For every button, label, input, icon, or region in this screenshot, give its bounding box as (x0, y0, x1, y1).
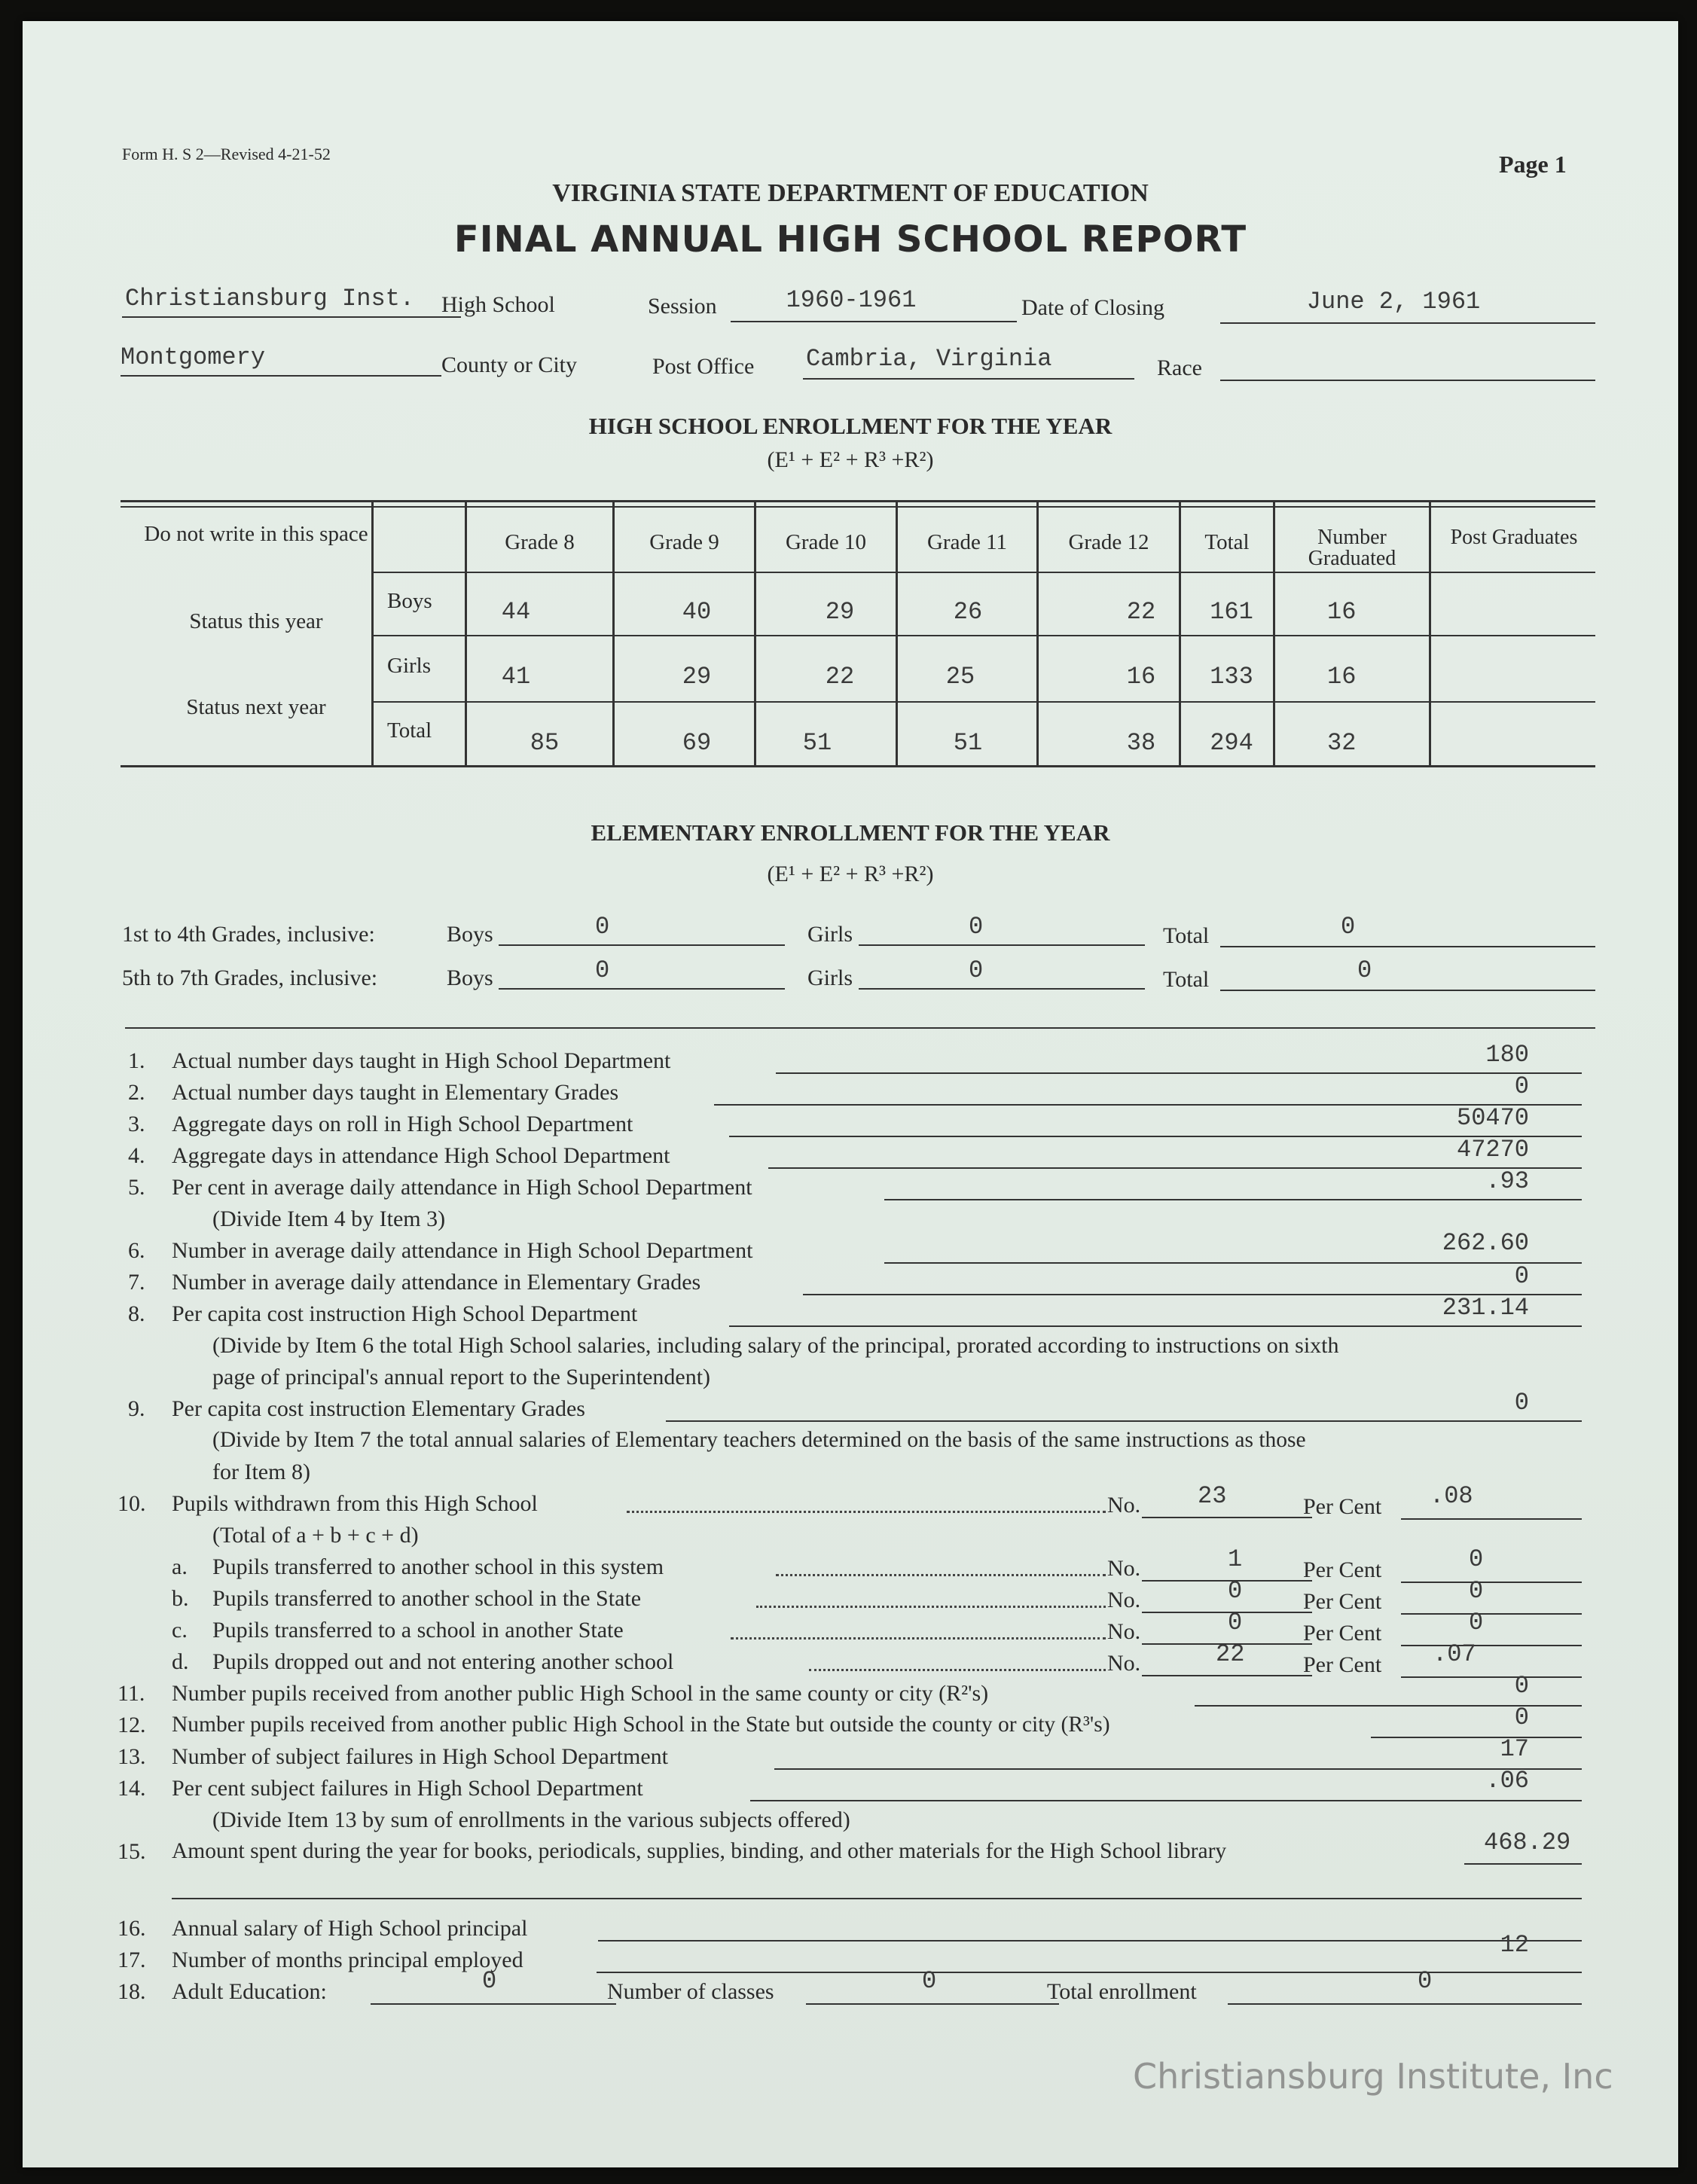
withdraw-c-pct-value: 0 (1469, 1609, 1484, 1636)
col-grade-9: Grade 9 (649, 530, 719, 554)
withdraw-d-letter: d. (172, 1649, 189, 1674)
status-next-year-label: Status next year (186, 695, 326, 719)
boys-graduated: 16 (1327, 598, 1357, 626)
row-label-girls: Girls (387, 654, 431, 678)
report-title: FINAL ANNUAL HIGH SCHOOL REPORT (453, 218, 1247, 261)
do-not-write-label: Do not write in this space (144, 522, 368, 546)
item-5-number: 5. (128, 1175, 145, 1200)
total-grade-11: 51 (953, 729, 983, 757)
item-10-no-value: 23 (1198, 1482, 1227, 1510)
item-2-value: 0 (1514, 1072, 1529, 1100)
item-7-text: Number in average daily attendance in Elementary Grades (172, 1270, 701, 1295)
item-17-text: Number of months principal employed (172, 1948, 523, 1972)
item-1-value: 180 (1485, 1041, 1529, 1069)
elem-row-2-boys-label: Boys (447, 965, 493, 990)
item-6-value: 262.60 (1442, 1229, 1529, 1257)
post-office-label: Post Office (652, 354, 755, 379)
item-14-text: Per cent subject failures in High School Department (172, 1776, 643, 1801)
withdraw-c-text: Pupils transferred to a school in another State (212, 1618, 624, 1643)
withdraw-b-no-label: No. (1107, 1588, 1141, 1612)
item-17-number: 17. (118, 1948, 146, 1972)
item-17-value: 12 (1500, 1931, 1529, 1959)
boys-grade-8: 44 (501, 598, 531, 626)
watermark: Christiansburg Institute, Inc (1133, 2056, 1613, 2097)
item-13-text: Number of subject failures in High School Department (172, 1744, 669, 1769)
item-3-value: 50470 (1456, 1104, 1529, 1132)
item-14-note: (Divide Item 13 by sum of enrollments in the various subjects offered) (212, 1807, 850, 1832)
withdraw-b-pct-value: 0 (1469, 1577, 1484, 1605)
withdraw-c-no-label: No. (1107, 1619, 1141, 1644)
boys-grade-11: 26 (953, 598, 983, 626)
item-10-number: 10. (118, 1491, 146, 1516)
item-8-value: 231.14 (1442, 1294, 1529, 1322)
county-value: Montgomery (121, 343, 266, 371)
item-6-text: Number in average daily attendance in High School Department (172, 1238, 753, 1263)
item-8-number: 8. (128, 1301, 145, 1326)
item-5-text: Per cent in average daily attendance in High School Department (172, 1175, 752, 1200)
closing-label: Date of Closing (1021, 295, 1164, 320)
item-5-value: .93 (1485, 1167, 1529, 1195)
elem-enrollment-title: ELEMENTARY ENROLLMENT FOR THE YEAR (591, 819, 1110, 846)
form-id: Form H. S 2—Revised 4-21-52 (122, 145, 331, 163)
elem-row-2-total-value: 0 (1357, 956, 1372, 984)
col-grade-11: Grade 11 (926, 530, 1008, 554)
item-11-text: Number pupils received from another public High School in the same county or city (R²'s) (172, 1681, 989, 1706)
withdraw-a-pct-value: 0 (1469, 1545, 1484, 1573)
row-label-total: Total (387, 718, 432, 743)
elem-row-1-total-value: 0 (1341, 913, 1356, 941)
elem-row-1-label: 1st to 4th Grades, inclusive: (122, 922, 375, 947)
item-8-note-line-1: (Divide by Item 6 the total High School salaries, including salary of the principal, prorated according to instructions on sixth (212, 1333, 1339, 1358)
report-page (23, 21, 1678, 2167)
post-office-value: Cambria, Virginia (806, 345, 1052, 373)
item-15-number: 15. (118, 1839, 146, 1864)
item-10-pct-value: .08 (1430, 1482, 1473, 1510)
item-2-number: 2. (128, 1080, 145, 1105)
row-label-boys: Boys (387, 589, 432, 613)
withdraw-d-pct-value: .07 (1433, 1640, 1476, 1668)
withdraw-a-no-label: No. (1107, 1556, 1141, 1581)
item-15-value: 468.29 (1484, 1829, 1571, 1856)
item-9-value: 0 (1514, 1389, 1529, 1417)
item-7-number: 7. (128, 1270, 145, 1295)
item-9-note-line-1: (Divide by Item 7 the total annual salaries of Elementary teachers determined on the basis of the same instructions as those (212, 1428, 1306, 1452)
elem-row-1-girls-label: Girls (807, 922, 853, 947)
total-grade-10: 51 (802, 729, 832, 757)
item-12-value: 0 (1514, 1704, 1529, 1731)
item-4-number: 4. (128, 1143, 145, 1168)
withdraw-b-text: Pupils transferred to another school in the State (212, 1586, 642, 1611)
item-14-value: .06 (1485, 1767, 1529, 1795)
girls-grade-8: 41 (501, 663, 531, 691)
elem-row-2-boys-value: 0 (595, 956, 610, 984)
item-13-value: 17 (1500, 1735, 1529, 1763)
boys-grade-9: 40 (682, 598, 712, 626)
item-18-classes-value: 0 (922, 1967, 937, 1995)
item-18-number: 18. (118, 1979, 146, 2004)
item-6-number: 6. (128, 1238, 145, 1263)
item-10-text: Pupils withdrawn from this High School (172, 1491, 538, 1516)
item-1-number: 1. (128, 1048, 145, 1073)
item-18-value: 0 (482, 1967, 497, 1995)
girls-total: 133 (1210, 663, 1253, 691)
elem-row-2-total-label: Total (1163, 967, 1210, 992)
boys-grade-12: 22 (1126, 598, 1156, 626)
col-number-graduated: Number Graduated (1308, 526, 1396, 570)
girls-grade-12: 16 (1126, 663, 1156, 691)
item-9-text: Per capita cost instruction Elementary Grades (172, 1396, 585, 1421)
item-8-note-line-2: page of principal's annual report to the Superintendent) (212, 1365, 711, 1389)
item-16-text: Annual salary of High School principal (172, 1916, 528, 1941)
withdraw-a-no-value: 1 (1228, 1545, 1243, 1573)
boys-grade-10: 29 (825, 598, 855, 626)
elem-row-1-boys-label: Boys (447, 922, 493, 947)
col-grade-12: Grade 12 (1068, 530, 1149, 554)
withdraw-a-letter: a. (172, 1554, 188, 1579)
item-1-text: Actual number days taught in High School Department (172, 1048, 671, 1073)
total-graduated: 32 (1327, 729, 1357, 757)
elem-row-1-boys-value: 0 (595, 913, 610, 941)
elem-row-2-girls-value: 0 (969, 956, 984, 984)
item-9-note-line-2: for Item 8) (212, 1460, 310, 1484)
item-2-text: Actual number days taught in Elementary Grades (172, 1080, 619, 1105)
item-11-value: 0 (1514, 1672, 1529, 1700)
item-16-number: 16. (118, 1916, 146, 1941)
withdraw-b-no-value: 0 (1228, 1577, 1243, 1605)
page-label: Page 1 (1499, 151, 1567, 178)
girls-graduated: 16 (1327, 663, 1357, 691)
item-10-pct-label: Per Cent (1303, 1494, 1382, 1519)
item-18-text: Adult Education: (172, 1979, 327, 2004)
col-grade-8: Grade 8 (505, 530, 575, 554)
elem-row-2-girls-label: Girls (807, 965, 853, 990)
item-13-number: 13. (118, 1744, 146, 1769)
session-value: 1960-1961 (786, 286, 917, 314)
withdraw-c-pct-label: Per Cent (1303, 1621, 1382, 1646)
withdraw-d-no-label: No. (1107, 1651, 1141, 1676)
department-heading: VIRGINIA STATE DEPARTMENT OF EDUCATION (552, 179, 1149, 207)
elem-row-1-girls-value: 0 (969, 913, 984, 941)
item-7-value: 0 (1514, 1262, 1529, 1290)
school-name-value: Christiansburg Inst. (125, 285, 415, 313)
withdraw-d-pct-label: Per Cent (1303, 1652, 1382, 1677)
session-label: Session (648, 294, 717, 319)
school-suffix-label: High School (441, 292, 555, 317)
col-grade-10: Grade 10 (785, 530, 867, 554)
withdraw-b-letter: b. (172, 1586, 189, 1611)
elem-enrollment-formula: (E¹ + E² + R³ +R²) (767, 862, 934, 886)
item-3-text: Aggregate days on roll in High School Department (172, 1112, 633, 1136)
item-5-note: (Divide Item 4 by Item 3) (212, 1206, 446, 1231)
item-12-number: 12. (118, 1713, 146, 1737)
item-18-enroll-value: 0 (1418, 1967, 1433, 1995)
withdraw-a-pct-label: Per Cent (1303, 1557, 1382, 1582)
item-10-note: (Total of a + b + c + d) (212, 1523, 419, 1548)
elem-row-1-total-label: Total (1163, 923, 1210, 948)
total-grade-8: 85 (530, 729, 560, 757)
item-4-text: Aggregate days in attendance High School Department (172, 1143, 670, 1168)
status-this-year-label: Status this year (189, 609, 323, 633)
item-14-number: 14. (118, 1776, 146, 1801)
withdraw-d-no-value: 22 (1216, 1640, 1245, 1668)
total-grade-9: 69 (682, 729, 712, 757)
county-label: County or City (441, 352, 578, 377)
girls-grade-11: 25 (945, 663, 975, 691)
item-18-classes-label: Number of classes (607, 1979, 774, 2004)
withdraw-c-no-value: 0 (1228, 1609, 1243, 1636)
hs-enrollment-title: HIGH SCHOOL ENROLLMENT FOR THE YEAR (588, 413, 1113, 439)
closing-value: June 2, 1961 (1306, 288, 1481, 316)
col-post-graduates: Post Graduates (1450, 526, 1578, 549)
withdraw-c-letter: c. (172, 1618, 188, 1643)
item-10-no-label: No. (1107, 1493, 1141, 1518)
item-18-enroll-label: Total enrollment (1047, 1979, 1197, 2004)
withdraw-b-pct-label: Per Cent (1303, 1589, 1382, 1614)
item-15-text: Amount spent during the year for books, periodicals, supplies, binding, and other materials for the High School library (172, 1839, 1227, 1863)
item-9-number: 9. (128, 1396, 145, 1421)
girls-grade-10: 22 (825, 663, 855, 691)
race-label: Race (1157, 355, 1202, 380)
withdraw-d-text: Pupils dropped out and not entering another school (212, 1649, 674, 1674)
item-11-number: 11. (118, 1681, 145, 1706)
item-4-value: 47270 (1456, 1136, 1529, 1164)
total-total: 294 (1210, 729, 1253, 757)
item-12-text: Number pupils received from another public High School in the State but outside the county or city (R³'s) (172, 1713, 1110, 1737)
elem-row-2-label: 5th to 7th Grades, inclusive: (122, 965, 378, 990)
col-total: Total (1204, 530, 1250, 554)
withdraw-a-text: Pupils transferred to another school in this system (212, 1554, 664, 1579)
girls-grade-9: 29 (682, 663, 712, 691)
hs-enrollment-formula: (E¹ + E² + R³ +R²) (767, 447, 934, 472)
item-8-text: Per capita cost instruction High School Department (172, 1301, 638, 1326)
item-3-number: 3. (128, 1112, 145, 1136)
boys-total: 161 (1210, 598, 1253, 626)
total-grade-12: 38 (1126, 729, 1156, 757)
